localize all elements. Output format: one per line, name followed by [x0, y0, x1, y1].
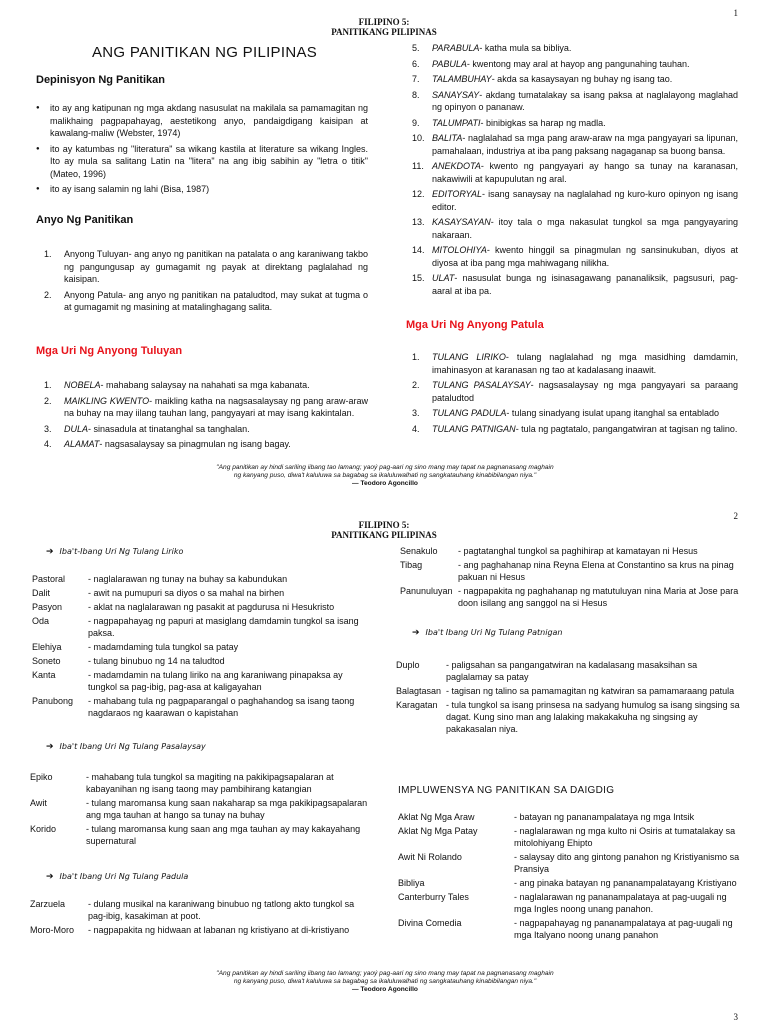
term-definition: - paligsahan sa pangangatwiran na kadalasang masaksihan sa paglalamay sa patay [446, 660, 698, 682]
term: Awit Ni Rolando [398, 852, 462, 862]
tuluyan-list [44, 379, 368, 454]
tuluyan-list-continued [412, 42, 738, 300]
term: Panubong [32, 696, 74, 706]
term-definition: - awit na pumupuri sa diyos o sa mahal na birhen [88, 588, 285, 598]
anyo-list [44, 248, 368, 317]
term-definition: - tulang binubuo ng 14 na taludtod [88, 656, 225, 666]
patula-item: 3. TULANG PADULA- tulang sinadyang isulat upang itanghal sa entablado [412, 408, 720, 418]
liriko-heading: ➔ Iba't-Ibang Uri Ng Tulang Liriko [46, 547, 184, 557]
tuluyan-item: 5. PARABULA- katha mula sa bibliya. [412, 43, 572, 53]
patnigan-heading: ➔ Iba't Ibang Uri Ng Tulang Patnigan [412, 628, 563, 638]
term-definition: - tula tungkol sa isang prinsesa na sadyang humulog sa isang singsing sa dagat. Kung sino man ang lalaking makakakuha ng singsing ay pakakasalan niya. [446, 700, 740, 734]
anyo-heading: Anyo Ng Panitikan [36, 214, 134, 226]
anyo-item: 1. Anyong Tuluyan- ang anyo ng panitikan na patalata o ang karaniwang takbo ng pangungusap ay gumagamit ng payak at direktang paglalahad ng kaisipan. [44, 249, 368, 284]
term-definition: - mahabang tula ng pagpaparangal o paghahandog sa isang taong nagdaraos ng kaarawan o kapistahan [88, 696, 355, 718]
term: Soneto [32, 656, 61, 666]
tuluyan-heading: Mga Uri Ng Anyong Tuluyan [36, 345, 183, 357]
tuluyan-item: 13. KASAYSAYAN- itoy tala o mga nakasulat tungkol sa mga pangyayaring nakaraan. [412, 217, 738, 240]
arrow-right-icon: ➔ [46, 547, 54, 557]
quote-author: — Teodoro Agoncillo [352, 480, 418, 487]
term: Elehiya [32, 642, 62, 652]
tuluyan-item: 6. PABULA- kwentong may aral at hayop ang pangunahing tauhan. [412, 58, 690, 69]
term-definition: - tagisan ng talino sa pamamagitan ng katwiran sa pamamaraang patula [446, 686, 735, 696]
term-definition: - naglalarawan ng mga kulto ni Osiris at tumatalakay sa mitolohiyang Ehipto [514, 826, 736, 848]
term: Canterburry Tales [398, 892, 469, 902]
tuluyan-item: 4. ALAMAT- nagsasalaysay sa pinagmulan ng isang bagay. [44, 439, 291, 449]
arrow-right-icon: ➔ [46, 742, 54, 752]
term-definition: - naglalarawan ng pananampalataya at pag-uugali ng mga Ingles noong unang panahon. [514, 892, 727, 914]
definition-row [32, 669, 368, 693]
definition-row [30, 771, 368, 795]
term-definition: - tulang maromansa kung saan ang mga tauhan ay may kakayahang supernatural [86, 824, 361, 846]
header-course: FILIPINO 5: [358, 17, 410, 27]
agoncillo-quote: "Ang panitikan ay hindi sariling iibang tao lamang; yaoý pag-aari ng sino mang may tapat na pagnanasang maghain ng kanyang puso, diwa't kaluluwa sa bagabag sa ikaluluwalhati ng sangkatauhang kinabibilangan niya." — Teodoro Agoncillo [120, 970, 650, 994]
definition-row [32, 641, 368, 653]
term: Dalit [32, 588, 51, 598]
term: Oda [32, 616, 50, 626]
pasalaysay-heading: ➔ Iba't Ibang Uri Ng Tulang Pasalaysay [46, 742, 206, 752]
header-subject: PANITIKANG PILIPINAS [331, 27, 437, 37]
tuluyan-item: 15. ULAT- nasusulat bunga ng isinasagawang pananaliksik, pagsusuri, pag-aaral at iba pa. [412, 273, 738, 296]
definition-row [30, 797, 368, 821]
definition-row [398, 917, 740, 941]
page-number: 3 [733, 1012, 738, 1022]
term: Kanta [32, 670, 56, 680]
definition-row [30, 823, 368, 847]
definition-heading: Depinisyon Ng Panitikan [36, 74, 165, 86]
tuluyan-item: 7. TALAMBUHAY- akda sa kasaysayan ng buhay ng isang tao. [412, 74, 673, 84]
term-definition: - nagpapahayag ng pananampalataya at pag-uugali ng mga Italyano noong unang panahon [514, 918, 733, 940]
term: Aklat Ng Mga Patay [398, 826, 478, 836]
tuluyan-item: 8. SANAYSAY- akdang tumatalakay sa isang paksa at naglalayong maglahad ng opinyon o pananaw. [412, 89, 738, 112]
tuluyan-item: 2. MAIKLING KWENTO- maikling katha na nagsasalaysay ng pang araw-araw na buhay na may iilang tauhan lang, pangyayari at may isang kakintalan. [44, 395, 368, 418]
term: Bibliya [398, 878, 425, 888]
tuluyan-item: 3. DULA- sinasadula at tinatanghal sa tanghalan. [44, 423, 250, 434]
term-definition: - naglalarawan ng tunay na buhay sa kabundukan [88, 574, 288, 584]
patula-item: 4. TULANG PATNIGAN- tula ng pagtatalo, pangangatwiran at tagisan ng talino. [412, 423, 738, 434]
page-2 [0, 505, 768, 1005]
definition-row [32, 601, 368, 613]
page-header [0, 520, 768, 540]
term-definition: - tulang maromansa kung saan nakaharap sa mga pakikipagsapalaran ang mga tauhan at hango sa tunay na buhay [86, 798, 368, 820]
definition-row [398, 851, 740, 875]
definition-row [396, 659, 740, 683]
definition-row [32, 573, 368, 585]
agoncillo-quote: "Ang panitikan ay hindi sariling iibang tao lamang; yaoý pag-aari ng sino mang may tapat na pagnanasang maghain ng kanyang puso, diwa't kaluluwa sa bagabag sa ikaluluwalhati ng sangkatauhang kinabibilangan niya." — Teodoro Agoncillo [120, 464, 650, 488]
term-definition: - madamdamin na tulang liriko na ang karaniwang pinapaksa ay tungkol sa pag-ibig, pag-asa at kaligayahan [88, 670, 343, 692]
definition-row [398, 891, 740, 915]
definition-row [400, 559, 740, 583]
page-number: 2 [733, 511, 738, 521]
patula-list [412, 351, 738, 438]
term: Tibag [400, 560, 423, 570]
impluwensya-heading: IMPLUWENSYA NG PANITIKAN SA DAIGDIG [398, 785, 615, 796]
term: Senakulo [400, 546, 438, 556]
quote-author: — Teodoro Agoncillo [352, 986, 418, 993]
term: Panunuluyan [400, 586, 453, 596]
padula-list [30, 898, 368, 938]
term-definition: - nagpapakita ng hidwaan at labanan ng kristiyano at di-kristiyano [88, 925, 350, 935]
padula-heading: ➔ Iba't Ibang Uri Ng Tulang Padula [46, 872, 189, 882]
term-definition: - nagpapahayag ng papuri at masiglang damdamin tungkol sa isang paksa. [88, 616, 359, 638]
definition-row [400, 585, 740, 609]
page-1 [0, 0, 768, 500]
patula-heading: Mga Uri Ng Anyong Patula [406, 319, 544, 331]
definition-row [396, 699, 740, 735]
term-definition: - pagtatanghal tungkol sa paghihirap at kamatayan ni Hesus [458, 546, 698, 556]
definition-list [36, 102, 368, 199]
term: Awit [30, 798, 47, 808]
definition-row [32, 655, 368, 667]
patula-item: 2. TULANG PASALAYSAY- nagsasalaysay ng mga pangyayari sa paraang pataludtod [412, 380, 738, 403]
definition-row [30, 898, 368, 922]
term: Moro-Moro [30, 925, 75, 935]
tuluyan-item: 11. ANEKDOTA- kwento ng pangyayari ay hango sa tunay na karanasan, nakawiwili at kapupulutan ng aral. [412, 161, 738, 184]
term-definition: - aklat na naglalarawan ng pasakit at pagdurusa ni Hesukristo [88, 602, 335, 612]
definition-row [400, 545, 740, 557]
definition-row [398, 877, 740, 889]
definition-row [398, 811, 740, 823]
tuluyan-item: 1. NOBELA- mahabang salaysay na nahahati sa mga kabanata. [44, 380, 310, 390]
term: Karagatan [396, 700, 438, 710]
term-definition: - batayan ng pananampalataya ng mga Intsik [514, 812, 695, 822]
term: Zarzuela [30, 899, 66, 909]
term: Pasyon [32, 602, 63, 612]
term-definition: - nagpapakita ng paghahanap ng matutuluyan nina Maria at Jose para doon isilang ang sanggol na si Hesus [458, 586, 739, 608]
term: Epiko [30, 772, 53, 782]
arrow-right-icon: ➔ [412, 628, 420, 638]
definition-row [398, 825, 740, 849]
definition-item: ● ito ay katumbas ng "literatura" sa wikang kastila at literature sa wikang Ingles. Ito ay mula sa salitang Latin na "litera" na ang ibig sabihin ay "letra o titik" (Mateo, 1996) [36, 143, 368, 181]
liriko-list [32, 573, 368, 721]
anyo-item: 2. Anyong Patula- ang anyo ng panitikan na pataludtod, may sukat at tugma o at gumagamit ng masining at matalinghagang salita. [44, 289, 368, 312]
definition-item: ● ito ay ang katipunan ng mga akdang nasusulat na makilala sa pamamagitan ng malikhaing pagpapahayag, aestetikong anyo, pandaigdigang kaisipan at kawalang-maliw (Webster, 1974) [36, 102, 368, 140]
page-number: 1 [733, 8, 738, 18]
term: Balagtasan [396, 686, 442, 696]
document-title: ANG PANITIKAN NG PILIPINAS [92, 44, 318, 61]
patula-item: 1. TULANG LIRIKO- tulang naglalahad ng mga masidhing damdamin, imahinasyon at karanasan ng tao at kadalasang inaawit. [412, 352, 738, 375]
header-course: FILIPINO 5: [358, 520, 410, 530]
term-definition: - madamdaming tula tungkol sa patay [88, 642, 239, 652]
padula-list-continued [400, 545, 740, 611]
term: Duplo [396, 660, 420, 670]
term: Korido [30, 824, 57, 834]
page-header [0, 17, 768, 37]
term-definition: - ang paghahanap nina Reyna Elena at Constantino sa krus na pinag pakuan ni Hesus [458, 560, 734, 582]
term: Divina Comedia [398, 918, 462, 928]
pasalaysay-list [30, 771, 368, 849]
term-definition: - ang pinaka batayan ng pananampalatayang Kristiyano [514, 878, 737, 888]
definition-row [32, 695, 368, 719]
term: Aklat Ng Mga Araw [398, 812, 475, 822]
term-definition: - dulang musikal na karaniwang binubuo ng tatlong akto tungkol sa pag-ibig, kasakiman at poot. [88, 899, 355, 921]
tuluyan-item: 10. BALITA- naglalahad sa mga pang araw-araw na mga pangyayari sa lipunan, pamahalaan, industriya at iba pang paksang nagaganap sa buong bansa. [412, 133, 738, 156]
arrow-right-icon: ➔ [46, 872, 54, 882]
definition-row [32, 615, 368, 639]
definition-row [30, 924, 368, 936]
term-definition: - salaysay dito ang gintong panahon ng Kristiyanismo sa Pransiya [514, 852, 740, 874]
impluwensya-list [398, 811, 740, 943]
patnigan-list [396, 659, 740, 737]
tuluyan-item: 12. EDITORYAL- isang sanaysay na naglalahad ng kuro-kuro opinyon ng isang editor. [412, 189, 738, 212]
tuluyan-item: 9. TALUMPATI- binibigkas sa harap ng madla. [412, 117, 606, 128]
header-subject: PANITIKANG PILIPINAS [331, 530, 437, 540]
definition-row [32, 587, 368, 599]
term-definition: - mahabang tula tungkol sa magiting na pakikipagsapalaran at kabayanihan ng isang taong may pambihirang katangian [86, 772, 334, 794]
term: Pastoral [32, 574, 66, 584]
tuluyan-item: 14. MITOLOHIYA- kwento hinggil sa pinagmulan ng sansinukuban, diyos at diyosa at iba pang mga mahiwagang nilikha. [412, 245, 738, 268]
definition-item: ● ito ay isang salamin ng lahi (Bisa, 1987) [36, 183, 368, 196]
definition-row [396, 685, 740, 697]
